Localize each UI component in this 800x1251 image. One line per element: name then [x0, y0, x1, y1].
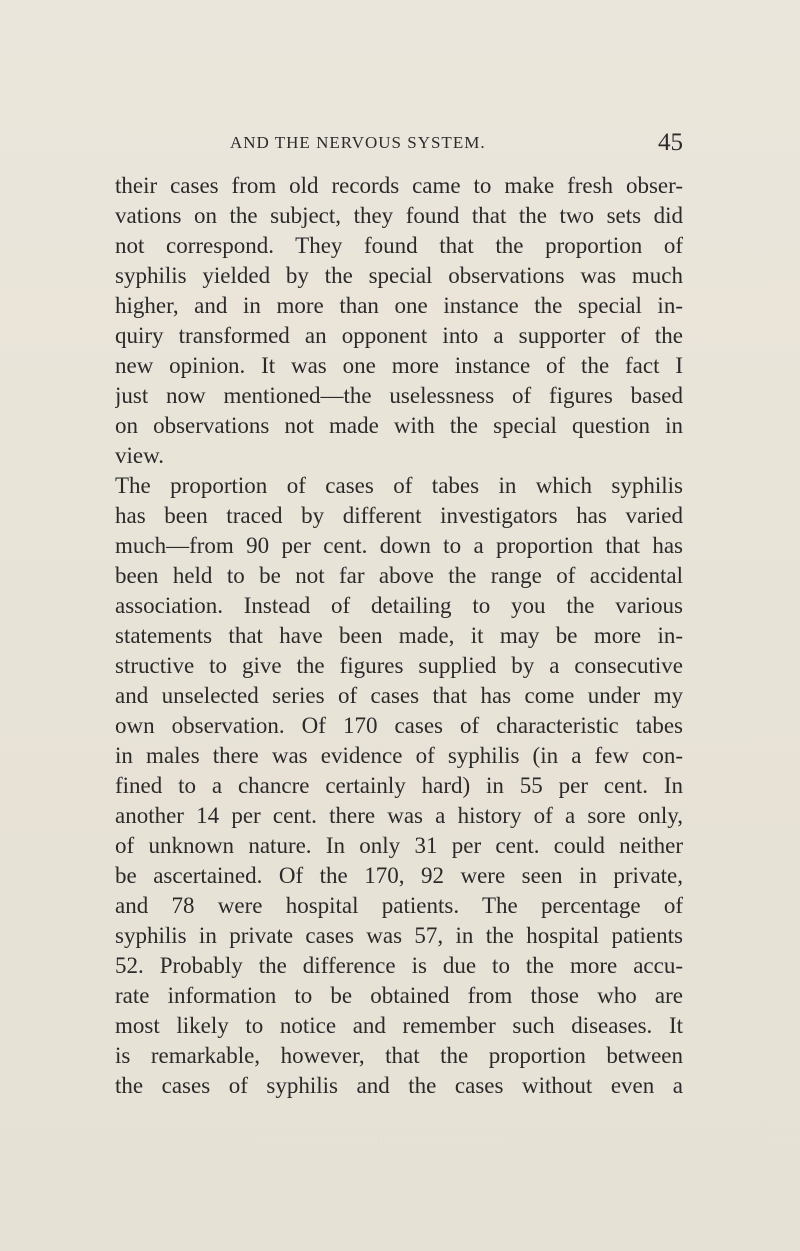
text-line: on observations not made with the special question in	[115, 413, 683, 438]
text-line: be ascertained. Of the 170, 92 were seen in private,	[115, 863, 683, 888]
text-line: association. Instead of detailing to you the various	[115, 593, 683, 618]
text-line: syphilis in private cases was 57, in the hospital patients	[115, 923, 683, 948]
text-line: 52. Probably the difference is due to the more accu-	[115, 953, 683, 978]
text-line: not correspond. They found that the proportion of	[115, 233, 683, 258]
text-line: syphilis yielded by the special observations was much	[115, 263, 683, 288]
text-line: higher, and in more than one instance the special in-	[115, 293, 683, 318]
text-line: their cases from old records came to make fresh obser-	[115, 173, 683, 198]
text-line: own observation. Of 170 cases of characteristic tabes	[115, 713, 683, 738]
text-line: and unselected series of cases that has come under my	[115, 683, 683, 708]
text-line: just now mentioned—the uselessness of figures based	[115, 383, 683, 408]
text-line: new opinion. It was one more instance of the fact I	[115, 353, 683, 378]
text-line: quiry transformed an opponent into a supporter of the	[115, 323, 683, 348]
text-line: been held to be not far above the range of accidental	[115, 563, 683, 588]
text-line: rate information to be obtained from those who are	[115, 983, 683, 1008]
text-line: fined to a chancre certainly hard) in 55 per cent. In	[115, 773, 683, 798]
text-line: statements that have been made, it may be more in-	[115, 623, 683, 648]
text-line: much—from 90 per cent. down to a proportion that has	[115, 533, 683, 558]
text-line: vations on the subject, they found that the two sets did	[115, 203, 683, 228]
text-line: and 78 were hospital patients. The percentage of	[115, 893, 683, 918]
running-head: AND THE NERVOUS SYSTEM.	[230, 133, 486, 152]
body-text	[115, 171, 683, 1101]
text-line: in males there was evidence of syphilis (in a few con-	[115, 743, 683, 768]
text-line: the cases of syphilis and the cases without even a	[115, 1073, 683, 1098]
text-line: is remarkable, however, that the proportion between	[115, 1043, 683, 1068]
page-header	[115, 128, 683, 158]
text-line: of unknown nature. In only 31 per cent. could neither	[115, 833, 683, 858]
text-line: view.	[115, 443, 164, 468]
text-line: structive to give the figures supplied by a consecutive	[115, 653, 683, 678]
text-line: The proportion of cases of tabes in which syphilis	[115, 473, 683, 498]
page-number: 45	[658, 129, 683, 156]
text-line: another 14 per cent. there was a history of a sore only,	[115, 803, 683, 828]
text-line: most likely to notice and remember such diseases. It	[115, 1013, 683, 1038]
text-line: has been traced by different investigators has varied	[115, 503, 683, 528]
